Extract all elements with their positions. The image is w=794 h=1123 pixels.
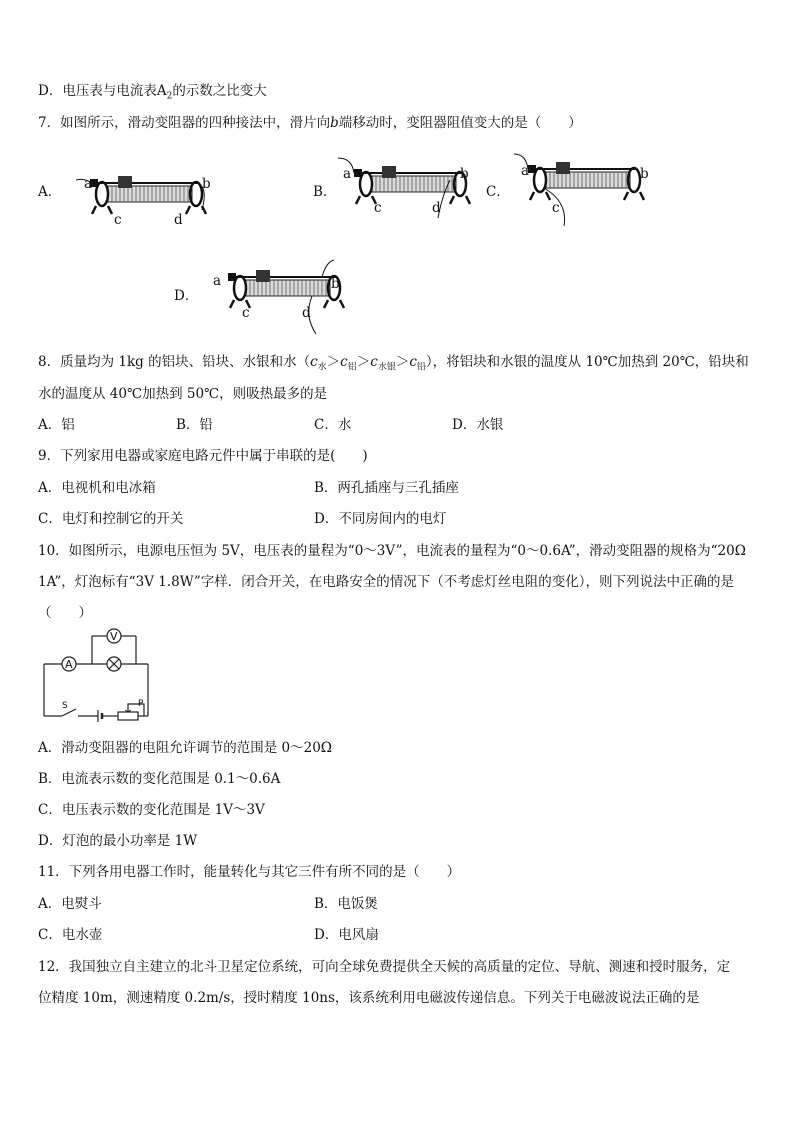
q9-option-a: A．电视机和电冰箱 [38,480,156,496]
q7-option-d-label: D． [174,288,199,304]
q11-option-d: D．电风扇 [314,927,379,943]
q10-option-c: C．电压表示数的变化范围是 1V～3V [38,802,265,818]
q7-option-b-label: B． [313,184,337,200]
q11-option-b: B．电饭煲 [314,896,378,912]
q8-option-a: A．铝 [38,417,75,433]
fig-b-label-c: c [374,200,382,216]
fig-c-label-a: a [521,163,530,179]
q10-stem-line1: 10．如图所示，电源电压恒为 5V，电压表的量程为“0～3V”，电流表的量程为“0～0.6A”，滑动变阻器的规格为“20Ω [38,543,746,559]
fig-b-label-a: a [343,166,352,182]
circuit-slider-label: P [138,699,144,709]
q11-stem: 11．下列各用电器工作时，能量转化与其它三件有所不同的是（ ） [38,864,461,880]
fig-a-label-c: c [114,212,122,228]
q9-option-b: B．两孔插座与三孔插座 [314,480,459,496]
q9-option-c: C．电灯和控制它的开关 [38,511,184,527]
circuit-ammeter-label: A [65,658,73,671]
q8-option-b: B．铅 [176,417,213,433]
q9-option-d: D．不同房间内的电灯 [314,511,447,527]
fig-d-label-a: a [213,273,222,289]
rheostat-figure-a [74,170,214,230]
q7-stem: 7．如图所示，滑动变阻器的四种接法中，滑片向b端移动时，变阻器阻值变大的是（ ） [38,115,582,131]
fig-d-label-d: d [302,305,311,321]
q10-option-b: B．电流表示数的变化范围是 0.1～0.6A [38,771,281,787]
fig-d-label-c: c [242,305,250,321]
q8-stem-line2: 水的温度从 40℃加热到 50℃，则吸热最多的是 [38,386,328,402]
q8-option-d: D．水银 [452,417,504,433]
q8-option-c: C．水 [314,417,352,433]
q12-stem-line1: 12．我国独立自主建立的北斗卫星定位系统，可向全球免费提供全天候的高质量的定位、导航、测速和授时服务，定 [38,959,731,975]
q11-option-a: A．电熨斗 [38,896,102,912]
q9-stem: 9．下列家用电器或家庭电路元件中属于串联的是( ) [38,448,368,464]
rheostat-figure-b [338,156,478,220]
fig-a-label-b: b [202,176,211,192]
fig-c-label-c: c [552,200,560,216]
q6-option-d: D．电压表与电流表$A_2$的示数之比变大 [38,83,267,102]
fig-b-label-b: b [460,166,469,182]
q12-stem-line2: 位精度 10m，测速精度 0.2m/s，授时精度 10ns，该系统利用电磁波传递信息。下列关于电磁波说法正确的是 [38,990,700,1006]
fig-b-label-d: d [432,200,441,216]
q10-stem-line3: （ ） [38,605,92,621]
q8-stem-line1: 8．质量均为 1kg 的铝块、铅块、水银和水$(c_水>c_铝>c_{水银}>c_铅)$，将铝块和水银的温度从 10℃加热到 20℃，铅块和 [38,354,749,373]
rheostat-figure-c [512,152,652,228]
q7-option-c-label: C． [486,184,510,200]
q10-option-d: D．灯泡的最小功率是 1W [38,833,198,849]
q10-stem-line2: 1A”，灯泡标有“3V 1.8W”字样．闭合开关，在电路安全的情况下（不考虑灯丝电阻的变化），则下列说法中正确的是 [38,574,735,590]
q10-option-a: A．滑动变阻器的电阻允许调节的范围是 0～20Ω [38,740,333,756]
fig-a-label-a: a [84,176,93,192]
q7-option-a-label: A． [38,184,62,200]
fig-c-label-b: b [640,166,649,182]
circuit-voltmeter-label: V [110,630,118,643]
fig-a-label-d: d [174,212,183,228]
rheostat-figure-d [212,258,352,336]
circuit-switch-label: S [62,701,68,711]
fig-d-label-b: b [331,276,340,292]
q11-option-c: C．电水壶 [38,927,103,943]
